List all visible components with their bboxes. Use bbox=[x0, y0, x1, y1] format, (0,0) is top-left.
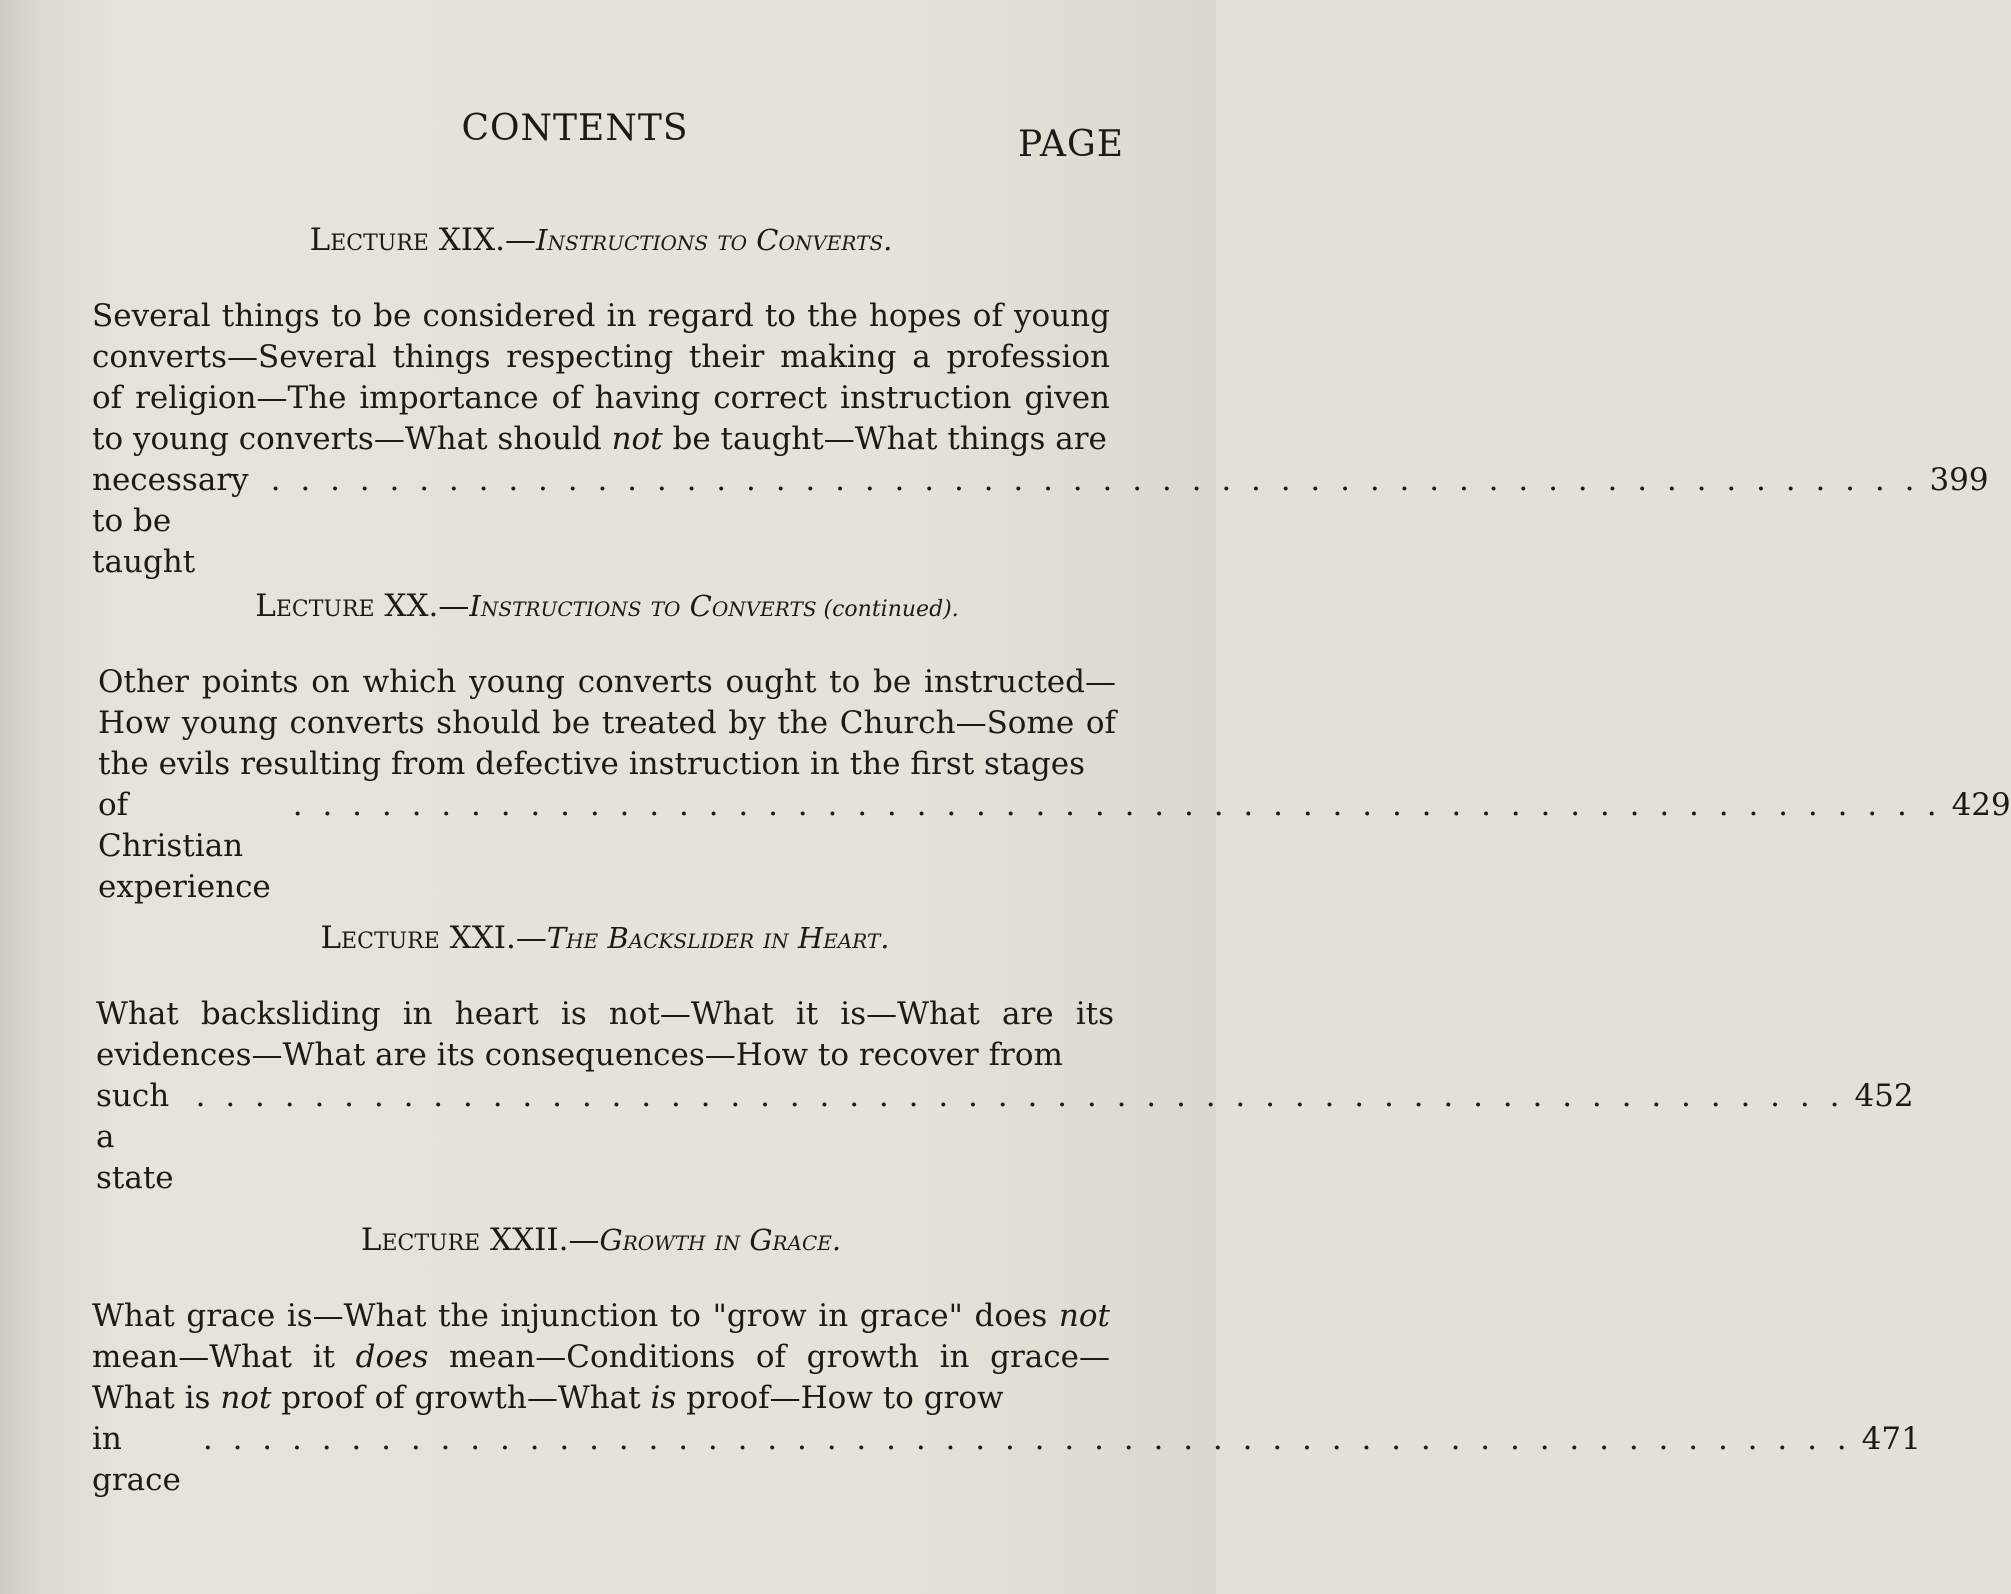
summary-text: proof of growth—What bbox=[271, 1380, 651, 1416]
summary-emphasis: is bbox=[650, 1380, 677, 1416]
lecture-summary bbox=[92, 296, 1110, 460]
lecture-heading bbox=[96, 920, 1114, 956]
lecture-summary bbox=[92, 1296, 1110, 1419]
lecture-summary bbox=[98, 662, 1116, 785]
lecture-title: Growth in Grace. bbox=[599, 1223, 842, 1257]
lecture-heading bbox=[92, 1222, 1110, 1258]
contents-heading: CONTENTS bbox=[461, 108, 689, 149]
lecture-number: Lecture XXI.— bbox=[320, 920, 547, 956]
summary-emphasis: not bbox=[1058, 1298, 1110, 1334]
lecture-number: Lecture XXII.— bbox=[360, 1222, 600, 1258]
summary-text: Several things to be considered in regard to the hopes of young converts—Several things respecting their making a profession of religion—The importance of having correct instruction given to young converts—What should bbox=[92, 298, 1110, 457]
page-number: 399 bbox=[1929, 462, 1989, 498]
dot-leader: . . . . . . . . . . . . . . . . . . . . . . . . . . . . . . . . . . . . . . . . . . . . . . . . . . . . . . . . bbox=[292, 787, 1942, 823]
summary-last-line bbox=[92, 460, 1989, 583]
dot-leader: . . . . . . . . . . . . . . . . . . . . . . . . . . . . . . . . . . . . . . . . . . . . . . . . . . . . . . . . bbox=[195, 1078, 1845, 1114]
summary-text: in grace bbox=[92, 1421, 181, 1498]
lecture-title: The Backslider in Heart. bbox=[546, 921, 890, 955]
lecture-continued-note: (continued). bbox=[816, 597, 959, 622]
summary-text: What backsliding in heart is not—What it is—What are its evidences—What are its consequences—How to recover from bbox=[96, 996, 1114, 1073]
summary-last-line bbox=[96, 1076, 1914, 1199]
page-column-label: PAGE bbox=[1018, 124, 1124, 165]
summary-last-line bbox=[98, 785, 2011, 908]
lecture-title: Instructions to Converts bbox=[469, 589, 817, 623]
summary-emphasis: not bbox=[220, 1380, 272, 1416]
summary-text: proof—How to grow bbox=[676, 1380, 1004, 1416]
summary-emphasis: not bbox=[611, 421, 663, 457]
summary-text: mean—What it bbox=[92, 1339, 356, 1375]
lecture-title: Instructions to Converts. bbox=[536, 223, 893, 257]
summary-text: What grace is—What the injunction to "grow in grace" does bbox=[92, 1298, 1059, 1334]
dot-leader: . . . . . . . . . . . . . . . . . . . . . . . . . . . . . . . . . . . . . . . . . . . . . . . . . . . . . . . . bbox=[202, 1421, 1852, 1457]
summary-text: mean—Conditions of growth in grace—What is bbox=[92, 1339, 1110, 1416]
lecture-summary bbox=[96, 994, 1114, 1076]
summary-last-line bbox=[92, 1419, 1921, 1501]
summary-emphasis: does bbox=[355, 1339, 429, 1375]
lecture-number: Lecture XIX.— bbox=[309, 222, 537, 258]
summary-text: Other points on which young converts ought to be instructed—How young converts should be treated by the Church—Some of the evils resulting from defective instruction in the first stages bbox=[98, 664, 1116, 782]
lecture-entry-xx bbox=[98, 588, 2011, 908]
lecture-heading bbox=[92, 222, 1110, 258]
page-number: 429 bbox=[1951, 787, 2011, 823]
lecture-entry-xxii bbox=[92, 1222, 1921, 1501]
summary-text: be taught—What things are bbox=[662, 421, 1107, 457]
page-number: 471 bbox=[1861, 1421, 1921, 1457]
summary-text: such a state bbox=[96, 1078, 174, 1196]
summary-text: necessary to be taught bbox=[92, 462, 249, 580]
summary-text: of Christian experience bbox=[98, 787, 271, 905]
dot-leader: . . . . . . . . . . . . . . . . . . . . . . . . . . . . . . . . . . . . . . . . . . . . . . . . . . . . . . . . bbox=[270, 462, 1920, 498]
lecture-entry-xxi bbox=[96, 920, 1914, 1199]
lecture-heading bbox=[98, 588, 1116, 624]
lecture-number: Lecture XX.— bbox=[255, 588, 470, 624]
lecture-entry-xix bbox=[92, 222, 1989, 583]
page-number: 452 bbox=[1854, 1078, 1914, 1114]
